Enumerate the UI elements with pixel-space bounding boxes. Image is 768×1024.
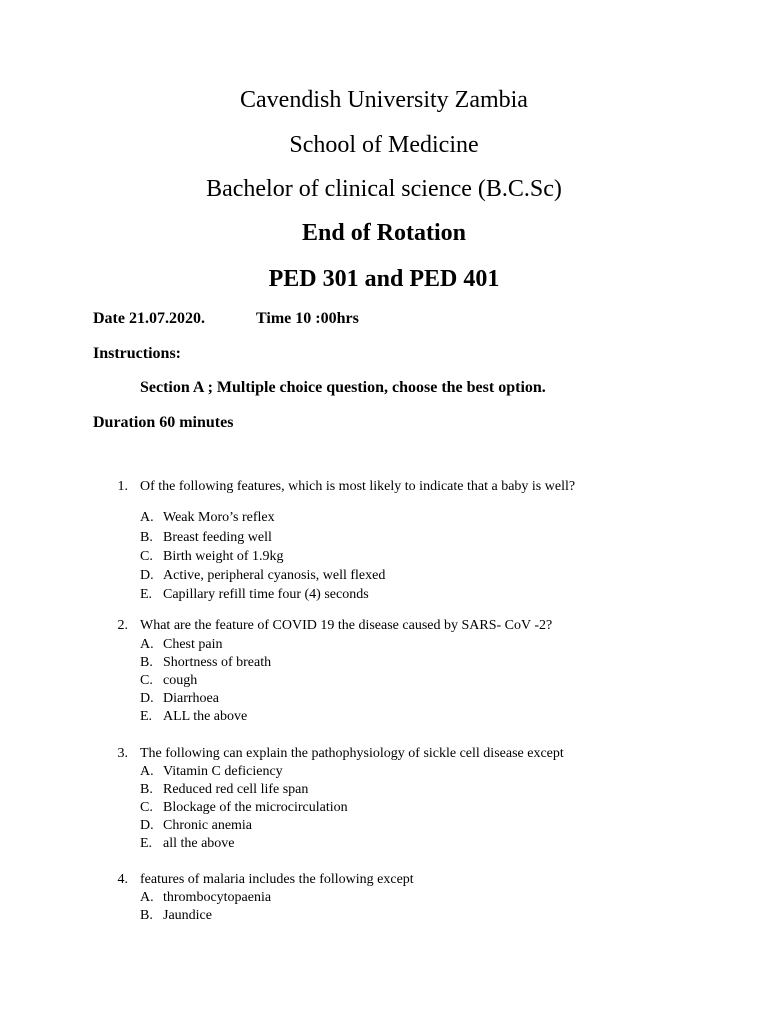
- option-text: Diarrhoea: [163, 691, 219, 706]
- question-text: What are the feature of COVID 19 the disease caused by SARS- CoV -2?: [140, 618, 553, 633]
- option-letter: A.: [140, 510, 154, 525]
- option-text: cough: [163, 673, 198, 688]
- question-number: 1.: [117, 479, 128, 494]
- option-text: Vitamin C deficiency: [163, 764, 283, 779]
- option-text: all the above: [163, 836, 235, 851]
- question-number: 3.: [117, 746, 128, 761]
- question-text: features of malaria includes the following except: [140, 872, 414, 887]
- school-name: School of Medicine: [289, 132, 479, 158]
- option-letter: D.: [140, 818, 154, 833]
- question-number: 2.: [117, 618, 128, 633]
- option-text: Blockage of the microcirculation: [163, 800, 348, 815]
- option-letter: A.: [140, 890, 154, 905]
- university-name: Cavendish University Zambia: [240, 87, 528, 113]
- option-letter: C.: [140, 673, 153, 688]
- question-text: The following can explain the pathophysiology of sickle cell disease except: [140, 746, 564, 761]
- option-text: Shortness of breath: [163, 655, 272, 670]
- option-text: Jaundice: [163, 908, 212, 923]
- option-text: Birth weight of 1.9kg: [163, 549, 284, 564]
- option-letter: C.: [140, 800, 153, 815]
- exam-title: End of Rotation: [301, 220, 467, 246]
- exam-duration: Duration 60 minutes: [93, 414, 234, 431]
- option-text: Reduced red cell life span: [163, 782, 309, 797]
- option-letter: A.: [140, 764, 154, 779]
- exam-time: Time 10 :00hrs: [256, 310, 359, 327]
- option-text: Capillary refill time four (4) seconds: [163, 587, 369, 602]
- option-letter: C.: [140, 549, 153, 564]
- option-text: thrombocytopaenia: [163, 890, 272, 905]
- option-text: Breast feeding well: [163, 530, 272, 545]
- option-letter: A.: [140, 637, 154, 652]
- option-letter: E.: [140, 587, 153, 602]
- option-letter: B.: [140, 908, 153, 923]
- option-text: Chest pain: [163, 637, 223, 652]
- option-text: Chronic anemia: [163, 818, 253, 833]
- option-letter: E.: [140, 836, 153, 851]
- option-text: Active, peripheral cyanosis, well flexed: [163, 568, 386, 583]
- option-letter: E.: [140, 709, 153, 724]
- option-letter: D.: [140, 691, 154, 706]
- section-a-instruction: Section A ; Multiple choice question, choose the best option.: [140, 379, 546, 396]
- option-letter: D.: [140, 568, 154, 583]
- exam-date: Date 21.07.2020.: [93, 310, 205, 327]
- question-number: 4.: [117, 872, 128, 887]
- option-letter: B.: [140, 782, 153, 797]
- option-letter: B.: [140, 530, 153, 545]
- option-letter: B.: [140, 655, 153, 670]
- question-text: Of the following features, which is most likely to indicate that a baby is well?: [140, 479, 576, 494]
- option-text: ALL the above: [163, 709, 248, 724]
- option-text: Weak Moro’s reflex: [163, 510, 275, 525]
- program-name: Bachelor of clinical science (B.C.Sc): [206, 176, 562, 202]
- course-codes: PED 301 and PED 401: [268, 266, 500, 292]
- instructions-label: Instructions:: [93, 345, 182, 362]
